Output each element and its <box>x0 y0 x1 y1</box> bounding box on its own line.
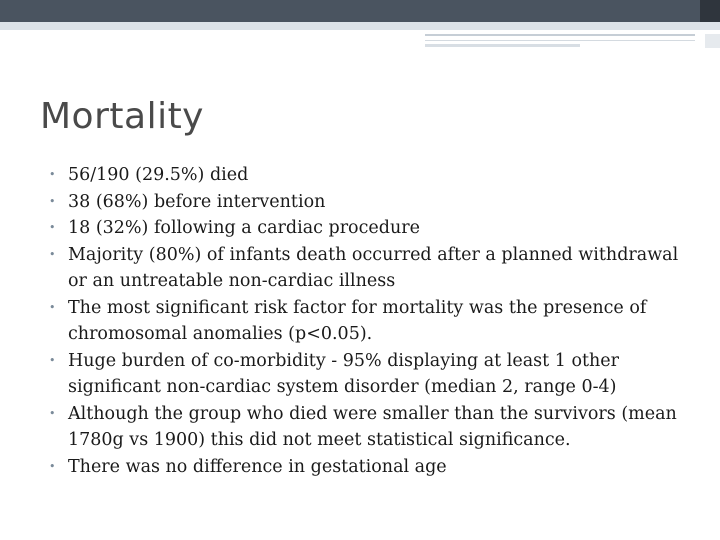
header-band <box>0 22 720 30</box>
header-bar <box>0 0 720 22</box>
bullet-icon: • <box>49 406 56 420</box>
bullet-text: Huge burden of co-morbidity - 95% displaying at least 1 other significant non-cardiac system disorder (median 2, range 0-4) <box>68 350 620 397</box>
list-item <box>48 189 688 216</box>
list-item <box>48 454 688 481</box>
bullet-icon: • <box>49 168 56 181</box>
decorative-rule <box>425 44 580 47</box>
list-item <box>48 162 688 189</box>
bullet-icon: • <box>49 353 56 367</box>
list-item <box>48 295 688 348</box>
slide-title: Mortality <box>40 96 204 137</box>
list-item <box>48 215 688 242</box>
decorative-rule <box>425 34 695 36</box>
header-bar-corner <box>700 0 720 22</box>
decorative-rule <box>425 40 695 41</box>
bullet-icon: • <box>49 194 56 208</box>
bullet-list <box>48 162 688 480</box>
bullet-text: 18 (32%) following a cardiac procedure <box>68 218 420 238</box>
bullet-text: There was no difference in gestational age <box>68 456 447 477</box>
bullet-icon: • <box>49 221 56 234</box>
bullet-icon: • <box>49 300 56 314</box>
bullet-text: 38 (68%) before intervention <box>68 191 326 212</box>
bullet-icon: • <box>49 459 56 473</box>
bullet-text: Although the group who died were smaller than the survivors (mean 1780g vs 1900) this did not meet statistical significance. <box>68 403 677 450</box>
list-item <box>48 242 688 295</box>
bullet-icon: • <box>49 247 56 261</box>
list-item <box>48 348 688 401</box>
bullet-text: Majority (80%) of infants death occurred after a planned withdrawal or an untreatable non-cardiac illness <box>68 244 679 291</box>
bullet-text: 56/190 (29.5%) died <box>68 165 249 185</box>
decorative-block <box>705 34 720 48</box>
list-item <box>48 401 688 454</box>
bullet-text: The most significant risk factor for mortality was the presence of chromosomal anomalies (p<0.05). <box>68 297 647 344</box>
